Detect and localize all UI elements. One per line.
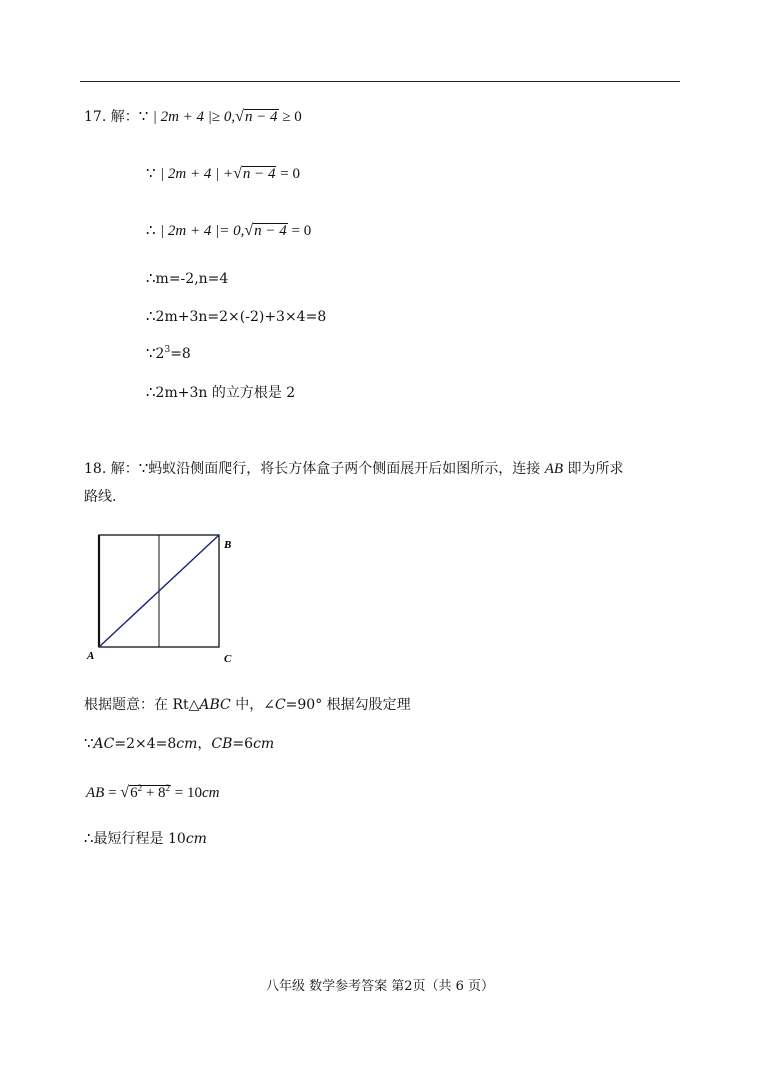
p17-l2-abs: | 2m + 4 | +	[160, 166, 234, 182]
page-footer: 八年级 数学参考答案 第2页（共 6 页）	[265, 979, 495, 994]
p18-ac-value: =2×4=8	[114, 736, 177, 752]
p18-root-exp-8: 2	[165, 783, 171, 793]
p17-l3-abs: | 2m + 4 |= 0,	[160, 223, 245, 239]
p18-cb-value: =6	[232, 736, 254, 752]
label-a: A	[87, 650, 95, 662]
p18-root-exp-6: 2	[137, 783, 143, 793]
p18-jie: 解：	[110, 461, 139, 477]
p17-l4: m=-2,n=4	[155, 271, 229, 287]
sqrt-radicand: n − 4	[254, 223, 287, 239]
p18-basis-b: 中，∠	[230, 697, 275, 713]
p18-basis-abc: ABC	[199, 697, 231, 713]
p18-conclusion: 最短行程是 10	[93, 831, 186, 847]
p17-l7: 2m+3n 的立方根是 2	[155, 385, 296, 401]
p17-line-4	[146, 270, 228, 288]
p17-l6-tail: =8	[170, 346, 191, 362]
p17-number: 17.	[84, 109, 107, 125]
p17-l1-abs: | 2m + 4 |≥ 0,	[152, 109, 236, 125]
unfolded-box-figure	[80, 526, 250, 668]
p18-line-2: 路线.	[84, 489, 117, 505]
because-symbol: ∵	[138, 461, 149, 477]
p18-number: 18.	[84, 461, 107, 477]
p17-l5: 2m+3n=2×(-2)+3×4=8	[155, 309, 327, 325]
p18-cb-label: CB	[211, 736, 233, 752]
p18-ab-result: = 10	[171, 785, 203, 801]
p18-intro-a: 蚂蚁沿侧面爬行，将长方体盒子两个侧面展开后如图所示，连接	[148, 461, 545, 477]
p17-line-2	[146, 165, 300, 183]
p18-ac-label: AC	[93, 736, 115, 752]
because-symbol: ∵	[146, 346, 156, 362]
therefore-symbol: ∴	[146, 223, 156, 239]
p18-root-6: 6	[130, 785, 138, 801]
p17-line-6	[146, 345, 191, 363]
p17-l6-exp: 3	[164, 345, 171, 355]
p18-ab-label: AB	[86, 785, 105, 801]
p17-l2-tail: = 0	[276, 166, 300, 182]
sqrt-expression: $√6^2 + 8^2$	[120, 783, 171, 801]
p17-line-3	[146, 222, 311, 240]
p18-intro-ab: AB	[544, 461, 564, 477]
label-b: B	[224, 539, 232, 551]
p18-basis-c: C	[274, 697, 286, 713]
p18-ab-eq: =	[104, 785, 121, 801]
therefore-symbol: ∴	[146, 385, 156, 401]
p18-ab-equation	[86, 784, 220, 802]
p18-root-plus: +	[142, 785, 159, 801]
because-symbol: ∵	[84, 736, 94, 752]
p18-intro-b: 即为所求	[563, 461, 624, 477]
therefore-symbol: ∴	[146, 309, 156, 325]
p17-line-5	[146, 308, 326, 326]
p17-line-1	[84, 108, 302, 126]
p18-basis-line	[84, 696, 411, 714]
p18-root-8: 8	[158, 785, 166, 801]
sqrt-expression: √n − 4	[244, 222, 287, 239]
p17-l3-tail: = 0	[287, 223, 312, 239]
sqrt-radicand	[129, 785, 171, 801]
p18-basis-a: 根据题意：在 Rt△	[84, 697, 200, 713]
p17-l1-tail: ≥ 0	[278, 109, 302, 125]
p18-conclusion-line	[84, 830, 207, 848]
p18-line-1	[84, 460, 624, 478]
because-symbol: ∵	[146, 166, 156, 182]
p17-jie: 解：	[110, 109, 139, 125]
p18-unit: cm	[176, 736, 198, 752]
header-rule	[80, 81, 680, 82]
p18-basis-d: =90° 根据勾股定理	[285, 697, 411, 713]
p18-unit: cm	[202, 785, 220, 801]
sqrt-expression: √n − 4	[235, 108, 278, 125]
sqrt-radicand: n − 4	[244, 109, 278, 125]
therefore-symbol: ∴	[146, 271, 156, 287]
p17-l6-base: 2	[155, 346, 165, 362]
p18-ac-cb-line	[84, 735, 274, 753]
p18-unit: cm	[185, 831, 207, 847]
because-symbol: ∵	[138, 109, 149, 125]
therefore-symbol: ∴	[84, 831, 94, 847]
sqrt-radicand: n − 4	[242, 166, 276, 182]
label-c: C	[224, 653, 232, 665]
p17-line-7	[146, 384, 295, 402]
sqrt-expression: √n − 4	[233, 165, 276, 182]
p18-unit: cm	[253, 736, 275, 752]
p18-sep: ，	[197, 736, 212, 752]
